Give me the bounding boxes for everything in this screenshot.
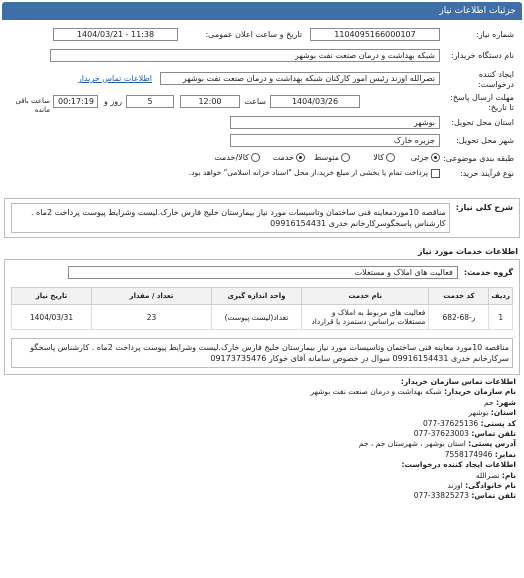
services-table <box>11 287 513 330</box>
hour-label: ساعت <box>244 97 266 106</box>
org-name-value: شبکه بهداشت و درمان صنعت نفت بوشهر <box>310 387 442 397</box>
description-panel <box>4 198 520 238</box>
remaining-time-field: 00:17:19 <box>53 95 98 108</box>
need-number-field: 1104095166000107 <box>310 28 440 41</box>
creator-tel-value: 33825273-077 <box>413 491 469 501</box>
checkbox-icon <box>431 169 440 178</box>
services-panel <box>4 259 520 375</box>
need-number-label: شماره نیاز: <box>476 30 514 39</box>
announce-label: تاریخ و ساعت اعلان عمومی: <box>205 30 302 39</box>
category-label: طبقه بندی موضوعی: <box>443 154 514 163</box>
org-tel-label: تلفن تماس: <box>471 429 516 439</box>
creator-field: نصرالله اوزند رئیس امور کارکنان شبکه بهداشت و درمان صنعت نفت بوشهر <box>160 72 440 85</box>
services-section-title: اطلاعات خدمات مورد نیاز <box>417 247 518 256</box>
cell-date: 1404/03/31 <box>12 305 92 330</box>
radio-icon <box>386 153 395 162</box>
radio-selected-icon <box>431 153 440 162</box>
cell-quantity: 23 <box>92 305 212 330</box>
table-row <box>12 305 513 330</box>
category-option-service[interactable]: خدمت <box>273 153 305 162</box>
address-label: آدرس پستی: <box>468 439 516 449</box>
province-field: بوشهر <box>230 116 440 129</box>
col-date: تاریخ نیاز <box>12 288 92 305</box>
first-name-value: نصرالله <box>475 470 500 480</box>
announce-field: 1404/03/21 - 11:38 <box>53 28 178 41</box>
radio-icon <box>341 153 350 162</box>
org-city-label: شهر: <box>496 397 516 407</box>
creator-tel-label: تلفن تماس: <box>471 491 516 501</box>
buyer-label: نام دستگاه خریدار: <box>451 51 514 60</box>
province-label: استان محل تحویل: <box>451 118 514 127</box>
org-province-value: بوشهر <box>468 408 489 418</box>
fax-value: 7558174946 <box>444 449 493 459</box>
day-label: روز و <box>104 97 122 106</box>
creator-label: ایجاد کننده درخواست: <box>478 70 514 89</box>
col-code: کد خدمت <box>429 288 489 305</box>
col-row: ردیف <box>489 288 513 305</box>
cell-name: فعالیت های مربوط به املاک و مستغلات براساس دستمزد یا قرارداد <box>302 305 429 330</box>
org-name-label: نام سازمان خریدار: <box>444 387 516 397</box>
category-option-medium[interactable]: متوسط <box>314 153 350 162</box>
description-label: شرح کلی نیاز: <box>455 203 513 212</box>
service-group-field: فعالیت های املاک و مستغلات <box>68 266 458 279</box>
days-field: 5 <box>126 95 174 108</box>
payment-label: نوع فرآیند خرید: <box>460 169 514 178</box>
postal-code-label: کد پستی: <box>480 418 516 428</box>
deadline-date-field: 1404/03/26 <box>270 95 360 108</box>
contact-title: اطلاعات تماس سازمان خریدار: <box>400 377 516 386</box>
buyer-field: شبکه بهداشت و درمان صنعت نفت بوشهر <box>50 49 440 62</box>
deadline-label: مهلت ارسال پاسخ: تا تاریخ: <box>450 93 514 112</box>
radio-selected-icon <box>296 153 305 162</box>
col-name: نام خدمت <box>302 288 429 305</box>
category-option-goods[interactable]: کالا <box>373 153 395 162</box>
address-value: استان بوشهر ، شهرستان جم ، جم <box>358 439 466 449</box>
city-label: شهر محل تحویل: <box>456 136 514 145</box>
page-header: جزئیات اطلاعات نیاز <box>2 2 522 20</box>
cell-row: 1 <box>489 305 513 330</box>
deadline-hour-field: 12:00 <box>180 95 240 108</box>
buyer-note: مناقصه 10مورد معاینه فنی ساختمان وتاسیسات مورد نیاز بیمارستان خلیج فارس خارک.لیست وشرایط پیوست پرداخت 2ماه . کارشناس پاسخگو سرکارخانم خدری 09916154431 سوال در خصوص سامانه آقای خوکار 09173735476 <box>11 338 513 368</box>
postal-code-value: 37625136-077 <box>422 418 479 428</box>
org-province-label: استان: <box>490 408 516 418</box>
cell-code: ر-68-682 <box>429 305 489 330</box>
first-name-label: نام: <box>501 470 516 480</box>
city-field: جزیره خارک <box>230 134 440 147</box>
radio-icon <box>251 153 260 162</box>
org-city-value: جم <box>483 397 494 407</box>
col-unit: واحد اندازه گیری <box>212 288 302 305</box>
category-option-goods-service[interactable]: کالا/خدمت <box>214 153 260 162</box>
col-quantity: تعداد / مقدار <box>92 288 212 305</box>
cell-unit: تعداد(لیست پیوست) <box>212 305 302 330</box>
payment-treasury-check[interactable]: پرداخت تمام یا بخشی از مبلغ خرید،از محل "اسناد خزانه اسلامی" خواهد بود. <box>189 168 440 178</box>
creator-info-title: اطلاعات ایجاد کننده درخواست: <box>401 460 516 470</box>
org-tel-value: 37623003-077 <box>413 429 469 439</box>
fax-label: نمابر: <box>494 449 516 459</box>
need-info-section <box>4 20 520 180</box>
last-name-label: نام خانوادگی: <box>465 481 516 491</box>
buyer-contact-link[interactable]: اطلاعات تماس خریدار <box>77 74 152 83</box>
category-option-minor[interactable]: جزئی <box>411 153 440 162</box>
service-group-label: گروه خدمت: <box>463 268 513 277</box>
description-text: مناقصه 10موردمعاینه فنی ساختمان وتاسیسات مورد نیاز بیمارستان خلیج فارس خارک.لیست وشرایط پیوست پرداخت 2ماه . کارشناس پاسخگوسرکارخانم خدری 09916154431 <box>11 203 450 233</box>
remaining-label: ساعت باقی مانده <box>15 97 50 114</box>
contact-section <box>4 375 520 504</box>
last-name-value: اوزند <box>447 481 463 491</box>
